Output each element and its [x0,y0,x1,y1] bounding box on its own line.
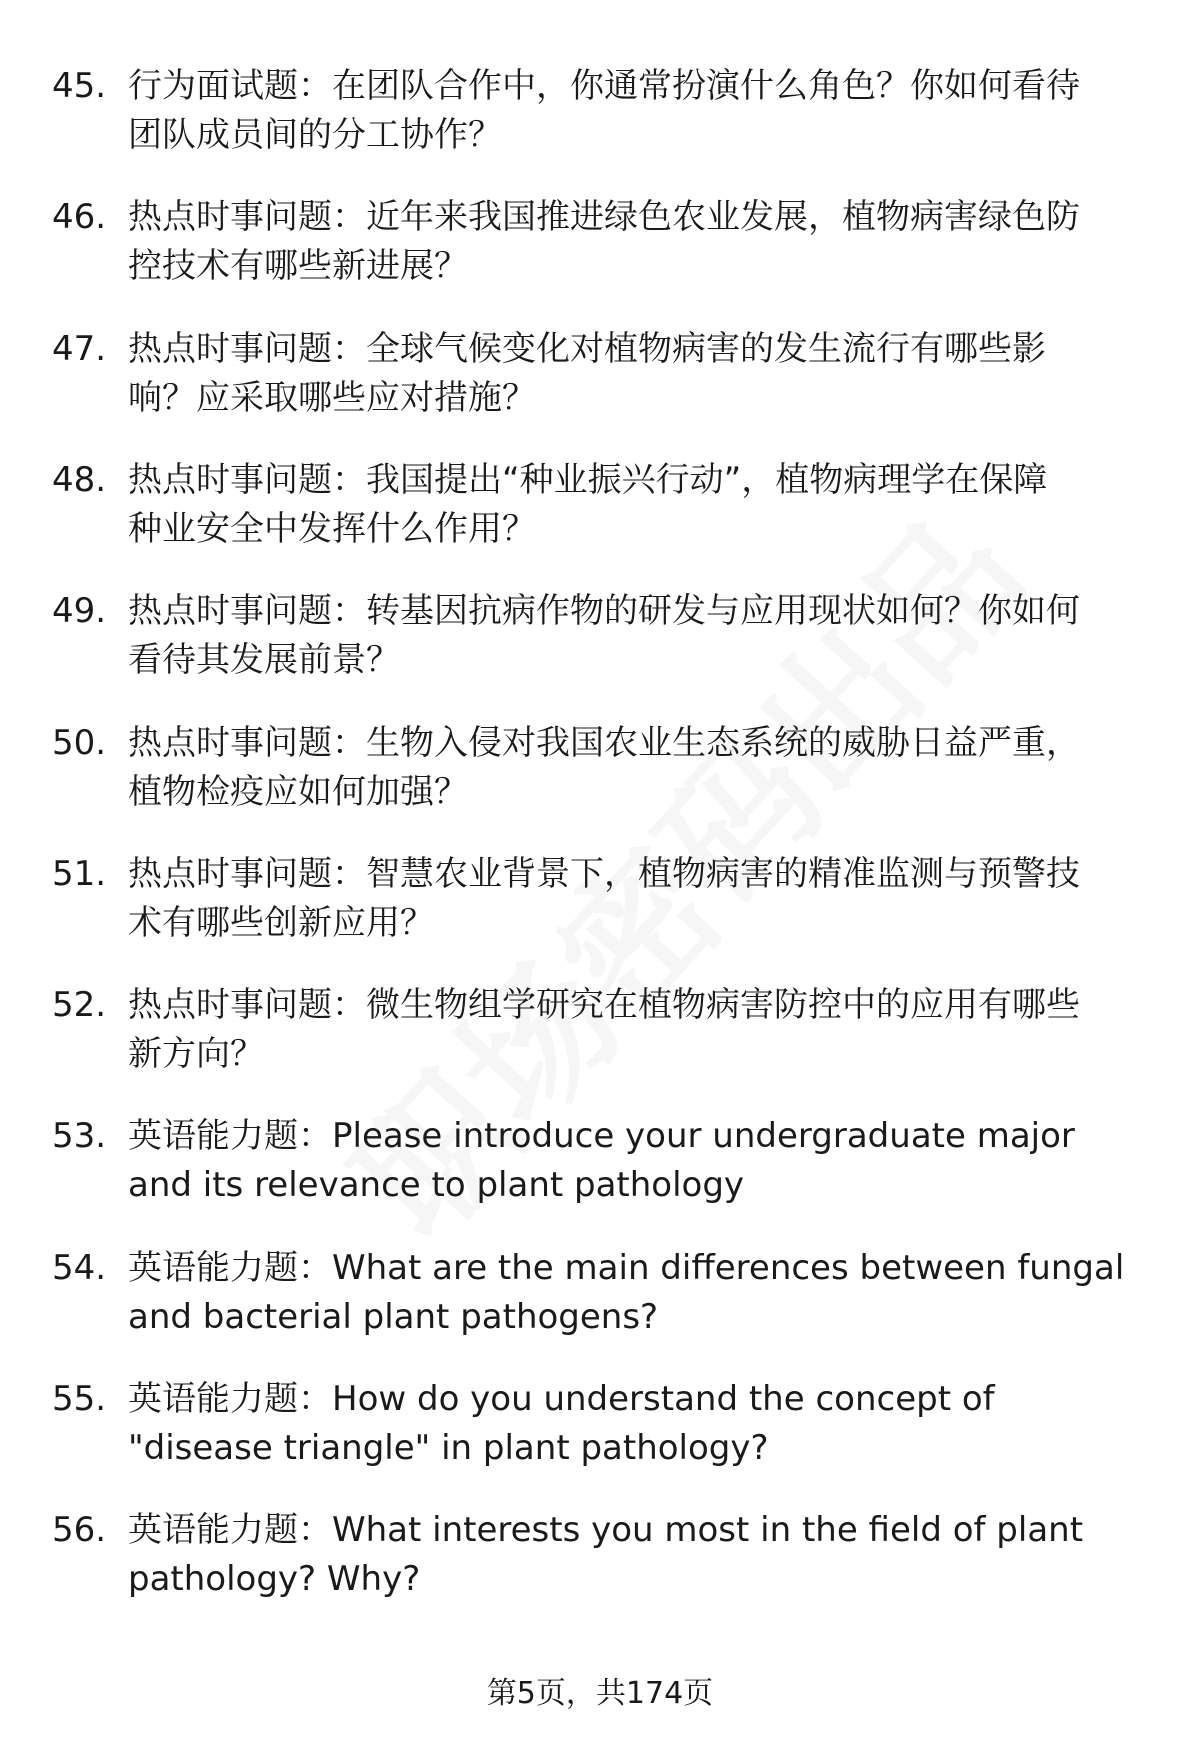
question-number: 55. [52,1379,107,1419]
question-number: 48. [52,459,107,500]
question-text [128,1506,1168,1604]
question-text-line: 植物检疫应如何加强？ [128,771,468,812]
question-number: 45. [52,66,107,106]
question-number: 54. [52,1247,107,1288]
question-text-line: 种业安全中发挥什么作用？ [128,508,536,549]
question-number: 53. [52,1116,107,1157]
question-text-line: 看待其发展前景？ [128,640,400,681]
question-text-line: 新方向？ [128,1034,264,1075]
question-text-line: 热点时事问题：我国提出“种业振兴行动”，植物病理学在保障 [128,459,1048,500]
question-text-line: 英语能力题：Please introduce your undergraduate major [128,1116,1075,1157]
question-number: 52. [52,985,107,1026]
question-text-line: 术有哪些创新应用？ [128,902,434,943]
question-text-line: 英语能力题：What are the main differences between fungal [128,1247,1125,1288]
question-text-line: 英语能力题：What interests you most in the field of plant [128,1510,1084,1551]
question-text-line: "disease triangle" in plant pathology? [128,1428,769,1468]
question-text [128,1112,1168,1210]
question-text-line: and bacterial plant pathogens? [128,1296,659,1337]
question-text-line: 响？应采取哪些应对措施？ [128,377,536,418]
question-text-line: 团队成员间的分工协作？ [128,115,502,155]
question-text-line: 热点时事问题：生物入侵对我国农业生态系统的威胁日益严重， [128,722,1080,763]
page-number: 第5页，共174页 [486,1676,714,1711]
question-text [128,193,1168,291]
question-text-line: 热点时事问题：转基因抗病作物的研发与应用现状如何？你如何 [128,591,1080,632]
question-text-line: 热点时事问题：微生物组学研究在植物病害防控中的应用有哪些 [128,985,1080,1026]
question-text [128,325,1168,423]
question-number: 51. [52,853,107,894]
question-text [128,456,1168,554]
question-number: 49. [52,591,107,632]
question-number: 56. [52,1510,107,1551]
question-text [128,62,1168,160]
question-text [128,719,1168,817]
question-number: 46. [52,197,107,238]
question-text-line: 英语能力题：How do you understand the concept of [128,1379,995,1419]
question-number: 50. [52,722,107,763]
question-text [128,587,1168,685]
question-text [128,850,1168,948]
question-text-line: 控技术有哪些新进展？ [128,246,468,287]
question-text-line: pathology? Why? [128,1559,421,1600]
question-text-line: 热点时事问题：近年来我国推进绿色农业发展，植物病害绿色防 [128,197,1080,238]
question-number: 47. [52,328,107,369]
question-text-line: 热点时事问题：全球气候变化对植物病害的发生流行有哪些影 [128,328,1046,369]
question-text-line: 热点时事问题：智慧农业背景下，植物病害的精准监测与预警技 [128,853,1080,894]
question-text-line: 行为面试题：在团队合作中，你通常扮演什么角色？你如何看待 [128,66,1080,106]
question-text [128,1244,1168,1342]
question-text [128,1375,1168,1473]
question-text-line: and its relevance to plant pathology [128,1165,745,1206]
question-text [128,981,1168,1079]
